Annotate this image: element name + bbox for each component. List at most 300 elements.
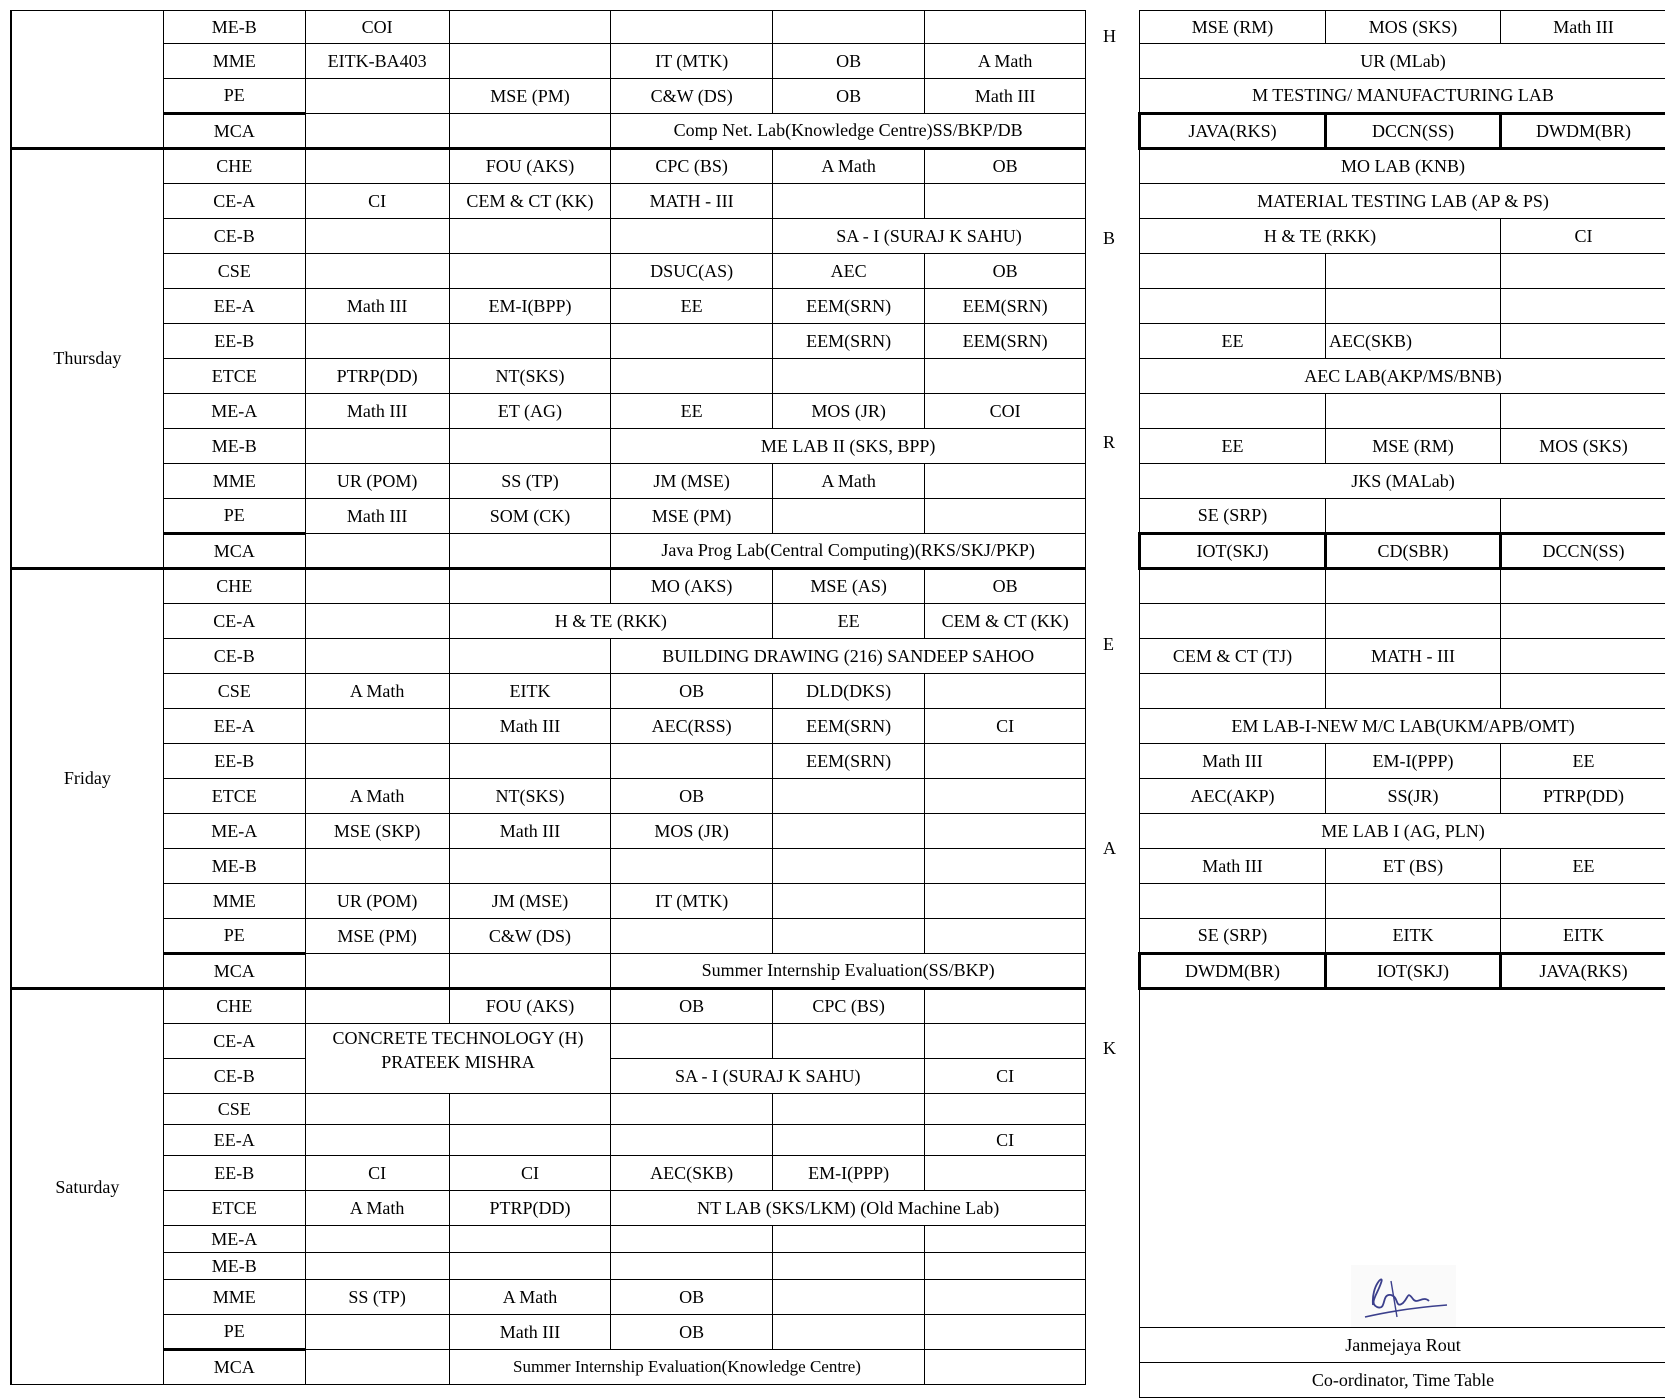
table-row bbox=[11, 814, 1086, 849]
period-cell: EE bbox=[1140, 324, 1326, 359]
lab-span-cell: UR (MLab) bbox=[1140, 44, 1665, 79]
period-cell: OB bbox=[611, 989, 773, 1024]
period-cell bbox=[305, 1094, 449, 1125]
period-cell: NT(SKS) bbox=[449, 779, 611, 814]
branch-cell: CSE bbox=[163, 1094, 305, 1125]
period-cell: EITK bbox=[1501, 919, 1665, 954]
period-cell bbox=[611, 1094, 773, 1125]
table-row bbox=[11, 289, 1086, 324]
period-cell: ET (BS) bbox=[1326, 849, 1501, 884]
table-row bbox=[1140, 744, 1665, 779]
period-cell: PTRP(DD) bbox=[1501, 779, 1665, 814]
period-cell bbox=[1501, 324, 1665, 359]
period-cell: COI bbox=[305, 11, 449, 44]
period-cell bbox=[1326, 254, 1501, 289]
period-cell bbox=[1501, 289, 1665, 324]
period-cell: AEC(AKP) bbox=[1140, 779, 1326, 814]
period-cell: CI bbox=[305, 1156, 449, 1191]
branch-cell: CSE bbox=[163, 254, 305, 289]
coordinator-name: Janmejaya Rout bbox=[1140, 1328, 1665, 1363]
period-cell bbox=[1501, 604, 1665, 639]
period-cell bbox=[925, 989, 1086, 1024]
period-cell bbox=[611, 849, 773, 884]
period-cell bbox=[773, 1125, 925, 1156]
lab-span-cell: MO LAB (KNB) bbox=[1140, 149, 1665, 184]
period-cell bbox=[305, 604, 449, 639]
lab-span-cell: Summer Internship Evaluation(SS/BKP) bbox=[611, 954, 1086, 989]
concrete-technology-block bbox=[305, 1024, 611, 1094]
lab-span-cell: JKS (MALab) bbox=[1140, 464, 1665, 499]
period-cell: MOS (JR) bbox=[611, 814, 773, 849]
period-cell: EM-I(PPP) bbox=[773, 1156, 925, 1191]
table-row bbox=[1140, 499, 1665, 534]
lab-span-cell: Summer Internship Evaluation(Knowledge Centre) bbox=[449, 1350, 925, 1385]
period-cell bbox=[1501, 884, 1665, 919]
table-row bbox=[1140, 324, 1665, 359]
period-cell bbox=[925, 1280, 1086, 1315]
period-cell bbox=[925, 1156, 1086, 1191]
period-cell: SS (TP) bbox=[305, 1280, 449, 1315]
period-cell: IOT(SKJ) bbox=[1140, 534, 1326, 569]
period-cell bbox=[449, 1125, 611, 1156]
branch-cell: ETCE bbox=[163, 779, 305, 814]
break-letter-a: A bbox=[1103, 838, 1116, 859]
period-cell bbox=[1140, 254, 1326, 289]
period-cell: EEM(SRN) bbox=[773, 324, 925, 359]
period-cell bbox=[449, 219, 611, 254]
period-cell: PTRP(DD) bbox=[305, 359, 449, 394]
period-cell bbox=[305, 149, 449, 184]
signature-image bbox=[1351, 1265, 1456, 1327]
period-cell: SE (SRP) bbox=[1140, 499, 1326, 534]
branch-cell: MME bbox=[163, 1280, 305, 1315]
table-row bbox=[11, 639, 1086, 674]
lab-span-cell: MATERIAL TESTING LAB (AP & PS) bbox=[1140, 184, 1665, 219]
period-cell: CI bbox=[305, 184, 449, 219]
table-row bbox=[11, 114, 1086, 149]
break-letter-r: R bbox=[1103, 432, 1115, 453]
period-cell bbox=[611, 359, 773, 394]
period-cell: Math III bbox=[305, 289, 449, 324]
break-letter-h: H bbox=[1103, 26, 1116, 47]
period-cell: OB bbox=[925, 254, 1086, 289]
period-cell: EEM(SRN) bbox=[925, 289, 1086, 324]
period-cell: MSE (PM) bbox=[305, 919, 449, 954]
branch-cell: EE-A bbox=[163, 289, 305, 324]
branch-cell: ETCE bbox=[163, 1191, 305, 1226]
period-cell: SS (TP) bbox=[449, 464, 611, 499]
period-cell bbox=[1326, 884, 1501, 919]
period-cell: OB bbox=[611, 1315, 773, 1350]
period-cell: MSE (RM) bbox=[1326, 429, 1501, 464]
period-cell: MSE (PM) bbox=[449, 79, 611, 114]
period-cell: DSUC(AS) bbox=[611, 254, 773, 289]
period-cell: A Math bbox=[305, 1191, 449, 1226]
period-cell bbox=[449, 324, 611, 359]
lab-span-cell: ME LAB I (AG, PLN) bbox=[1140, 814, 1665, 849]
period-cell bbox=[449, 11, 611, 44]
period-cell bbox=[305, 954, 449, 989]
table-row bbox=[1140, 709, 1665, 744]
period-cell bbox=[925, 744, 1086, 779]
table-row bbox=[11, 499, 1086, 534]
period-cell: CEM & CT (KK) bbox=[925, 604, 1086, 639]
period-cell: EEM(SRN) bbox=[773, 709, 925, 744]
period-cell bbox=[305, 1350, 449, 1385]
period-cell bbox=[449, 44, 611, 79]
period-cell bbox=[1501, 254, 1665, 289]
period-cell: CEM & CT (TJ) bbox=[1140, 639, 1326, 674]
period-cell bbox=[925, 11, 1086, 44]
branch-cell: ME-B bbox=[163, 849, 305, 884]
period-cell: PTRP(DD) bbox=[449, 1191, 611, 1226]
period-cell bbox=[773, 1024, 925, 1059]
period-cell bbox=[773, 11, 925, 44]
branch-cell: ME-B bbox=[163, 11, 305, 44]
period-cell bbox=[925, 464, 1086, 499]
period-cell bbox=[305, 219, 449, 254]
period-cell: Math III bbox=[925, 79, 1086, 114]
period-cell bbox=[925, 814, 1086, 849]
period-cell: EITK bbox=[1326, 919, 1501, 954]
table-row bbox=[1140, 289, 1665, 324]
branch-cell: EE-A bbox=[163, 1125, 305, 1156]
period-cell: AEC(SKB) bbox=[1326, 324, 1501, 359]
branch-cell: CE-B bbox=[163, 639, 305, 674]
branch-cell: MCA bbox=[163, 114, 305, 149]
table-row bbox=[11, 604, 1086, 639]
period-cell: AEC bbox=[773, 254, 925, 289]
branch-cell: MME bbox=[163, 464, 305, 499]
period-cell: C&W (DS) bbox=[449, 919, 611, 954]
period-cell: EE bbox=[1140, 429, 1326, 464]
branch-cell: ME-B bbox=[163, 429, 305, 464]
branch-cell: CSE bbox=[163, 674, 305, 709]
table-row bbox=[11, 359, 1086, 394]
table-row bbox=[1140, 849, 1665, 884]
period-cell bbox=[305, 1253, 449, 1280]
branch-cell: MCA bbox=[163, 954, 305, 989]
period-cell: OB bbox=[925, 569, 1086, 604]
table-row bbox=[11, 79, 1086, 114]
period-cell bbox=[449, 1094, 611, 1125]
period-cell bbox=[925, 919, 1086, 954]
period-cell bbox=[773, 779, 925, 814]
table-row bbox=[1140, 814, 1665, 849]
period-cell: JAVA(RKS) bbox=[1140, 114, 1326, 149]
period-cell: NT(SKS) bbox=[449, 359, 611, 394]
table-row bbox=[1140, 604, 1665, 639]
period-cell: MATH - III bbox=[611, 184, 773, 219]
period-cell bbox=[925, 1253, 1086, 1280]
period-cell bbox=[449, 569, 611, 604]
table-row bbox=[11, 324, 1086, 359]
period-cell bbox=[1140, 604, 1326, 639]
branch-cell: ME-A bbox=[163, 814, 305, 849]
period-cell bbox=[773, 1094, 925, 1125]
period-cell: JAVA(RKS) bbox=[1501, 954, 1665, 989]
period-cell: A Math bbox=[773, 464, 925, 499]
table-row bbox=[11, 954, 1086, 989]
branch-cell: EE-B bbox=[163, 1156, 305, 1191]
period-cell: MOS (SKS) bbox=[1326, 11, 1501, 44]
table-row bbox=[11, 1280, 1086, 1315]
period-cell: MSE (AS) bbox=[773, 569, 925, 604]
period-cell: EM-I(PPP) bbox=[1326, 744, 1501, 779]
period-cell bbox=[449, 254, 611, 289]
period-cell bbox=[305, 79, 449, 114]
period-cell: FOU (AKS) bbox=[449, 149, 611, 184]
table-row bbox=[11, 569, 1086, 604]
branch-cell: CE-A bbox=[163, 184, 305, 219]
period-cell bbox=[925, 1350, 1086, 1385]
period-cell bbox=[925, 359, 1086, 394]
day-cell: Thursday bbox=[11, 149, 163, 569]
period-cell bbox=[1140, 674, 1326, 709]
period-cell: IOT(SKJ) bbox=[1326, 954, 1501, 989]
period-cell bbox=[305, 1315, 449, 1350]
lab-span-cell: NT LAB (SKS/LKM) (Old Machine Lab) bbox=[611, 1191, 1086, 1226]
period-cell: EEM(SRN) bbox=[773, 744, 925, 779]
table-row bbox=[11, 149, 1086, 184]
period-cell bbox=[773, 919, 925, 954]
break-letter-b: B bbox=[1103, 228, 1115, 249]
period-cell: OB bbox=[925, 149, 1086, 184]
period-cell bbox=[611, 1226, 773, 1253]
day-cell: Friday bbox=[11, 569, 163, 989]
period-cell: EM-I(BPP) bbox=[449, 289, 611, 324]
period-cell bbox=[305, 324, 449, 359]
table-row bbox=[11, 709, 1086, 744]
period-cell: EE bbox=[611, 394, 773, 429]
period-cell: Math III bbox=[305, 499, 449, 534]
period-cell bbox=[305, 744, 449, 779]
period-cell: CI bbox=[449, 1156, 611, 1191]
lab-span-cell: BUILDING DRAWING (216) SANDEEP SAHOO bbox=[611, 639, 1086, 674]
lab-span-cell: Java Prog Lab(Central Computing)(RKS/SKJ/PKP) bbox=[611, 534, 1086, 569]
period-cell bbox=[305, 254, 449, 289]
branch-cell: PE bbox=[163, 499, 305, 534]
period-cell: IT (MTK) bbox=[611, 44, 773, 79]
coordinator-title: Co-ordinator, Time Table bbox=[1140, 1363, 1665, 1398]
table-row bbox=[11, 1191, 1086, 1226]
period-cell: EEM(SRN) bbox=[773, 289, 925, 324]
period-cell bbox=[305, 639, 449, 674]
table-row bbox=[1140, 219, 1665, 254]
block-line: CONCRETE TECHNOLOGY (H) bbox=[306, 1026, 611, 1050]
table-row bbox=[1140, 569, 1665, 604]
branch-cell: CHE bbox=[163, 989, 305, 1024]
period-cell bbox=[1501, 674, 1665, 709]
period-cell: MSE (SKP) bbox=[305, 814, 449, 849]
period-cell bbox=[925, 1226, 1086, 1253]
period-cell bbox=[1140, 394, 1326, 429]
lab-span-cell: EM LAB-I-NEW M/C LAB(UKM/APB/OMT) bbox=[1140, 709, 1665, 744]
timetable-main bbox=[10, 10, 1086, 1385]
period-cell: Math III bbox=[1140, 744, 1326, 779]
period-cell bbox=[925, 884, 1086, 919]
table-row bbox=[11, 1156, 1086, 1191]
table-row bbox=[1140, 464, 1665, 499]
period-cell: EITK bbox=[449, 674, 611, 709]
period-cell bbox=[1140, 884, 1326, 919]
table-row bbox=[1140, 919, 1665, 954]
period-cell: EEM(SRN) bbox=[925, 324, 1086, 359]
branch-cell: ETCE bbox=[163, 359, 305, 394]
table-row bbox=[11, 429, 1086, 464]
period-cell bbox=[773, 1226, 925, 1253]
period-cell bbox=[305, 114, 449, 149]
table-row bbox=[11, 254, 1086, 289]
period-cell bbox=[1501, 499, 1665, 534]
period-cell: EE bbox=[1501, 744, 1665, 779]
period-cell bbox=[773, 814, 925, 849]
table-row bbox=[11, 1226, 1086, 1253]
break-letter-k: K bbox=[1103, 1038, 1116, 1059]
period-cell bbox=[1326, 569, 1501, 604]
table-row bbox=[1140, 149, 1665, 184]
period-cell bbox=[611, 11, 773, 44]
table-row bbox=[1140, 254, 1665, 289]
table-row bbox=[1140, 1363, 1665, 1398]
period-cell bbox=[1326, 499, 1501, 534]
branch-cell: PE bbox=[163, 1315, 305, 1350]
period-cell bbox=[1501, 639, 1665, 674]
period-cell: C&W (DS) bbox=[611, 79, 773, 114]
branch-cell: CHE bbox=[163, 569, 305, 604]
period-cell: DLD(DKS) bbox=[773, 674, 925, 709]
table-row bbox=[11, 884, 1086, 919]
table-row bbox=[1140, 184, 1665, 219]
period-cell: IT (MTK) bbox=[611, 884, 773, 919]
period-cell: SE (SRP) bbox=[1140, 919, 1326, 954]
period-cell: OB bbox=[611, 779, 773, 814]
period-cell bbox=[449, 429, 611, 464]
branch-cell: CE-B bbox=[163, 219, 305, 254]
period-cell bbox=[449, 639, 611, 674]
branch-cell: EE-B bbox=[163, 324, 305, 359]
period-cell bbox=[449, 114, 611, 149]
period-cell bbox=[449, 1253, 611, 1280]
period-cell bbox=[611, 1125, 773, 1156]
period-cell bbox=[449, 1226, 611, 1253]
branch-cell: EE-A bbox=[163, 709, 305, 744]
period-cell: SS(JR) bbox=[1326, 779, 1501, 814]
period-cell: SOM (CK) bbox=[449, 499, 611, 534]
period-cell bbox=[1326, 289, 1501, 324]
period-cell: MSE (PM) bbox=[611, 499, 773, 534]
table-row bbox=[11, 464, 1086, 499]
period-cell bbox=[925, 1024, 1086, 1059]
period-cell: ET (AG) bbox=[449, 394, 611, 429]
period-cell: Math III bbox=[305, 394, 449, 429]
table-row bbox=[11, 1024, 1086, 1059]
table-row bbox=[1140, 359, 1665, 394]
table-row bbox=[1140, 674, 1665, 709]
period-cell bbox=[773, 1253, 925, 1280]
period-cell bbox=[925, 499, 1086, 534]
period-cell: OB bbox=[611, 674, 773, 709]
period-cell: OB bbox=[773, 79, 925, 114]
table-row bbox=[1140, 79, 1665, 114]
period-cell: EE bbox=[1501, 849, 1665, 884]
period-cell: EE bbox=[773, 604, 925, 639]
lab-span-cell: H & TE (RKK) bbox=[1140, 219, 1501, 254]
period-cell bbox=[305, 534, 449, 569]
period-cell: MOS (JR) bbox=[773, 394, 925, 429]
branch-cell: CE-A bbox=[163, 1024, 305, 1059]
period-cell: FOU (AKS) bbox=[449, 989, 611, 1024]
period-cell: JM (MSE) bbox=[449, 884, 611, 919]
table-row bbox=[1140, 639, 1665, 674]
period-cell bbox=[773, 884, 925, 919]
period-cell bbox=[449, 954, 611, 989]
table-row bbox=[11, 744, 1086, 779]
period-cell bbox=[1501, 394, 1665, 429]
period-cell bbox=[1326, 394, 1501, 429]
branch-cell: PE bbox=[163, 79, 305, 114]
period-cell: CI bbox=[1501, 219, 1665, 254]
period-cell bbox=[611, 219, 773, 254]
period-cell: MSE (RM) bbox=[1140, 11, 1326, 44]
period-cell: MOS (SKS) bbox=[1501, 429, 1665, 464]
table-row bbox=[1140, 114, 1665, 149]
period-cell: CPC (BS) bbox=[773, 989, 925, 1024]
lab-span-cell: ME LAB II (SKS, BPP) bbox=[611, 429, 1086, 464]
period-cell: DWDM(BR) bbox=[1501, 114, 1665, 149]
branch-cell: MME bbox=[163, 884, 305, 919]
period-cell bbox=[611, 324, 773, 359]
branch-cell: CE-A bbox=[163, 604, 305, 639]
period-cell: JM (MSE) bbox=[611, 464, 773, 499]
period-cell bbox=[925, 779, 1086, 814]
period-cell: A Math bbox=[449, 1280, 611, 1315]
signature-cell bbox=[1140, 989, 1665, 1328]
period-cell bbox=[773, 359, 925, 394]
table-row bbox=[11, 1094, 1086, 1125]
break-letter-e: E bbox=[1103, 634, 1114, 655]
period-cell bbox=[773, 499, 925, 534]
period-cell: CPC (BS) bbox=[611, 149, 773, 184]
branch-cell: ME-A bbox=[163, 394, 305, 429]
lab-span-cell: AEC LAB(AKP/MS/BNB) bbox=[1140, 359, 1665, 394]
period-cell bbox=[611, 1253, 773, 1280]
period-cell: UR (POM) bbox=[305, 884, 449, 919]
period-cell bbox=[305, 709, 449, 744]
block-line: PRATEEK MISHRA bbox=[306, 1050, 611, 1074]
branch-cell: CHE bbox=[163, 149, 305, 184]
lab-span-cell: H & TE (RKK) bbox=[449, 604, 772, 639]
timetable-right bbox=[1138, 10, 1665, 1398]
period-cell bbox=[449, 849, 611, 884]
table-row bbox=[11, 11, 1086, 44]
branch-cell: MME bbox=[163, 44, 305, 79]
period-cell: AEC(RSS) bbox=[611, 709, 773, 744]
period-cell: Math III bbox=[1140, 849, 1326, 884]
period-cell bbox=[611, 744, 773, 779]
period-cell: DCCN(SS) bbox=[1326, 114, 1501, 149]
branch-cell: MCA bbox=[163, 534, 305, 569]
period-cell bbox=[1501, 569, 1665, 604]
period-cell bbox=[1326, 604, 1501, 639]
period-cell bbox=[305, 849, 449, 884]
table-row bbox=[11, 1350, 1086, 1385]
period-cell: Math III bbox=[449, 709, 611, 744]
period-cell: DWDM(BR) bbox=[1140, 954, 1326, 989]
branch-cell: CE-B bbox=[163, 1059, 305, 1094]
table-row bbox=[1140, 779, 1665, 814]
table-row bbox=[1140, 1328, 1665, 1363]
